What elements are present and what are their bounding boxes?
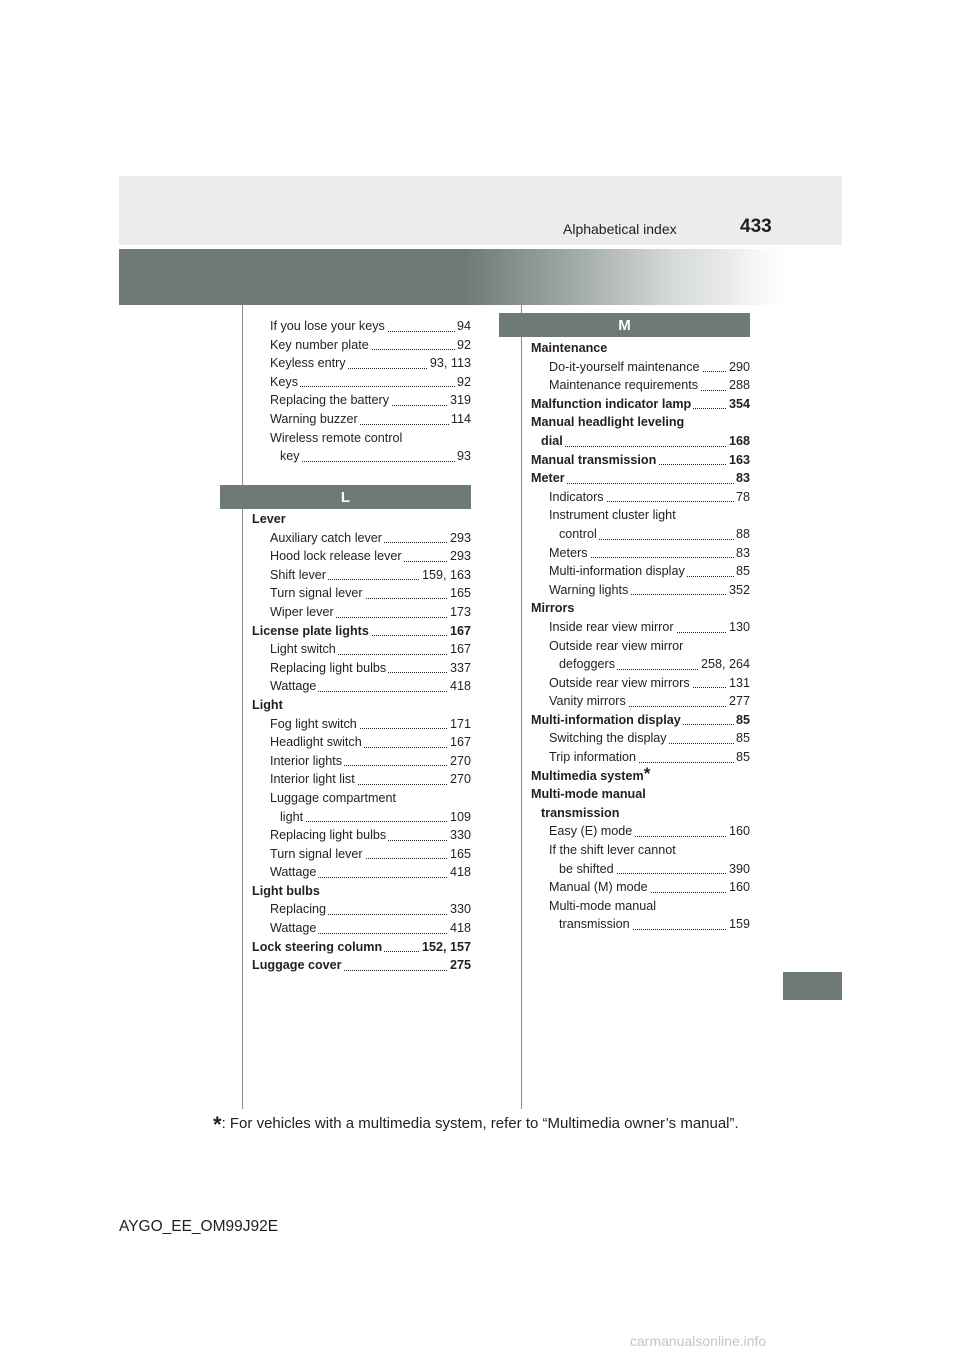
index-entry (531, 413, 750, 432)
index-term: Replacing (270, 902, 327, 917)
index-page-ref[interactable]: 165 (448, 584, 471, 603)
footnote-marker: * (213, 1112, 222, 1137)
index-page-ref[interactable]: 337 (448, 659, 471, 678)
index-term: Fog light switch (270, 716, 357, 731)
index-page-ref[interactable]: 277 (727, 692, 750, 711)
footnote-text: : For vehicles with a multimedia system, refer to “Multimedia owner’s manual”. (221, 1115, 739, 1132)
index-term: Maintenance requirements (549, 378, 699, 393)
index-entry (252, 677, 471, 696)
index-entry (252, 510, 471, 529)
index-entry (252, 938, 471, 957)
index-term: Do-it-yourself maintenance (549, 359, 700, 374)
index-term: Lock steering column (252, 939, 383, 954)
index-page-ref[interactable]: 92 (455, 373, 471, 392)
index-page-ref[interactable]: 290 (727, 358, 750, 377)
index-entry (252, 826, 471, 845)
index-entry (531, 729, 750, 748)
index-entry (531, 655, 750, 674)
index-term: Wattage (270, 679, 317, 694)
index-entry (531, 562, 750, 581)
index-term: Warning lights (549, 582, 629, 597)
index-term: Keys (270, 374, 298, 389)
index-page-ref[interactable]: 167 (448, 640, 471, 659)
index-page-ref[interactable]: 159 (727, 915, 750, 934)
index-page-ref[interactable]: 354 (727, 395, 750, 414)
index-page-ref[interactable]: 114 (449, 410, 471, 429)
index-page-ref[interactable]: 92 (455, 336, 471, 355)
index-page-ref[interactable]: 160 (727, 878, 750, 897)
index-page-ref[interactable]: 330 (448, 900, 471, 919)
index-entry (252, 622, 471, 641)
index-term: Luggage compartment (270, 790, 397, 805)
index-term: control (559, 526, 597, 541)
index-entry (531, 506, 750, 525)
index-term: Easy (E) mode (549, 824, 633, 839)
index-term: Vanity mirrors (549, 694, 626, 709)
index-term: Keyless entry (270, 356, 346, 371)
index-page-ref[interactable]: 258, 264 (699, 655, 750, 674)
index-term: Manual headlight leveling (531, 415, 685, 430)
index-entry (531, 469, 750, 488)
index-page-ref[interactable]: 88 (734, 525, 750, 544)
index-term: Meters (549, 545, 588, 560)
index-term: Lever (252, 512, 286, 526)
index-entry (252, 336, 471, 355)
index-entry (531, 804, 750, 823)
index-term: Light switch (270, 642, 336, 657)
index-entry (252, 863, 471, 882)
index-term: Wireless remote control (270, 430, 403, 445)
index-page-ref[interactable]: 418 (448, 677, 471, 696)
index-entry (252, 845, 471, 864)
index-entry (531, 637, 750, 656)
index-term: Multi-information display (549, 564, 685, 579)
index-page-ref[interactable]: 270 (448, 770, 471, 789)
index-term: Interior lights (270, 753, 343, 768)
index-term: Wattage (270, 921, 317, 936)
index-page-ref[interactable]: 93 (455, 447, 471, 466)
index-page-ref[interactable]: 173 (448, 603, 471, 622)
index-entry (531, 822, 750, 841)
index-entry (531, 376, 750, 395)
left-column-top-entries (252, 317, 471, 466)
index-page-ref[interactable]: 131 (727, 674, 750, 693)
index-entry (531, 785, 750, 804)
index-term: Replacing light bulbs (270, 828, 387, 843)
index-term: Manual transmission (531, 452, 657, 467)
index-entry (252, 566, 471, 585)
index-entry (252, 770, 471, 789)
index-entry (531, 488, 750, 507)
index-term: light (280, 809, 304, 824)
index-page-ref[interactable]: 130 (727, 618, 750, 637)
watermark: carmanualsonline.info (630, 1333, 767, 1349)
index-entry (252, 584, 471, 603)
index-page-ref[interactable]: 293 (448, 529, 471, 548)
index-entry (252, 715, 471, 734)
index-term: Turn signal lever (270, 586, 363, 601)
header-gradient-band (119, 249, 783, 305)
index-page-ref[interactable]: 418 (448, 863, 471, 882)
section-title: Alphabetical index (563, 221, 677, 237)
index-entry (252, 752, 471, 771)
index-term: Multi-mode manual (549, 898, 657, 913)
index-term: Meter (531, 471, 565, 486)
page-number: 433 (740, 216, 772, 237)
index-term: Interior light list (270, 772, 355, 787)
footnote (213, 1112, 739, 1138)
index-entry (252, 808, 471, 827)
index-entry (252, 659, 471, 678)
index-entry (252, 317, 471, 336)
index-term: If you lose your keys (270, 319, 385, 333)
index-term: Multi-mode manual (531, 787, 646, 802)
index-term: Wattage (270, 865, 317, 880)
index-term: Manual (M) mode (549, 880, 648, 895)
index-page-ref[interactable]: 85 (734, 748, 750, 767)
index-term: transmission (559, 917, 630, 932)
index-term: Mirrors (531, 601, 575, 616)
index-entry (252, 547, 471, 566)
index-page-ref[interactable]: 159, 163 (420, 566, 471, 585)
index-term: Replacing the battery (270, 393, 390, 408)
index-term: Inside rear view mirror (549, 619, 674, 634)
index-page-ref[interactable]: 85 (734, 729, 750, 748)
header-bar (119, 176, 842, 245)
dot-leader (280, 821, 471, 822)
index-page-ref[interactable]: 171 (448, 715, 471, 734)
left-column-divider (242, 305, 243, 1109)
index-term: If the shift lever cannot (549, 843, 676, 858)
index-entry (531, 711, 750, 730)
index-term: dial (541, 433, 563, 448)
index-entry (252, 373, 471, 392)
index-page-ref[interactable]: 152, 157 (420, 938, 471, 957)
index-term: key (280, 449, 300, 464)
index-term: Trip information (549, 750, 637, 765)
index-term: be shifted (559, 861, 614, 876)
index-page-ref[interactable]: 293 (448, 547, 471, 566)
right-column-divider (521, 305, 522, 1109)
index-entry (531, 618, 750, 637)
index-entry (531, 878, 750, 897)
index-page-ref[interactable]: 319 (448, 391, 471, 410)
index-term: Auxiliary catch lever (270, 530, 382, 545)
dot-leader (541, 446, 750, 447)
index-page-ref[interactable]: 167 (448, 733, 471, 752)
right-column-entries (531, 339, 750, 934)
index-entry (531, 692, 750, 711)
index-entry (531, 395, 750, 414)
index-page-ref[interactable]: 352 (727, 581, 750, 600)
index-page-ref[interactable]: 94 (455, 317, 471, 336)
index-entry (252, 919, 471, 938)
index-entry (531, 358, 750, 377)
index-entry (252, 354, 471, 373)
index-entry (531, 897, 750, 916)
index-term: Instrument cluster light (549, 508, 676, 523)
index-term: Light bulbs (252, 883, 320, 898)
index-term: Key number plate (270, 337, 369, 352)
index-term: transmission (541, 805, 620, 820)
index-entry (252, 603, 471, 622)
index-term: Malfunction indicator lamp (531, 396, 692, 411)
index-term: Shift lever (270, 567, 326, 582)
index-term: Wiper lever (270, 604, 334, 619)
index-entry (252, 956, 471, 975)
index-term: Light (252, 697, 283, 712)
index-entry (531, 860, 750, 879)
index-term: defoggers (559, 657, 616, 672)
index-entry (252, 882, 471, 901)
index-term: Outside rear view mirror (549, 638, 684, 653)
dot-leader (270, 386, 471, 387)
index-page-ref[interactable]: 85 (734, 562, 750, 581)
document-id: AYGO_EE_OM99J92E (119, 1218, 279, 1235)
index-entry (531, 915, 750, 934)
index-entry (531, 544, 750, 563)
index-page-ref[interactable]: 418 (448, 919, 471, 938)
thumb-index-tab[interactable] (783, 972, 842, 1000)
index-page-ref[interactable]: 85 (734, 711, 750, 730)
index-entry (252, 640, 471, 659)
index-term: Turn signal lever (270, 846, 363, 861)
letter-heading-l: L (220, 485, 471, 509)
dot-leader (280, 461, 471, 462)
index-entry (252, 391, 471, 410)
index-page-ref[interactable]: 288 (727, 376, 750, 395)
index-term: Indicators (549, 489, 604, 504)
index-page-ref[interactable]: 270 (448, 752, 471, 771)
index-page-ref[interactable]: 83 (734, 469, 750, 488)
index-entry (252, 410, 471, 429)
index-entry (531, 674, 750, 693)
index-entry (531, 763, 750, 786)
letter-heading-m: M (499, 313, 750, 337)
index-entry (531, 581, 750, 600)
index-page-ref[interactable]: 78 (734, 488, 750, 507)
index-page-ref[interactable]: 165 (448, 845, 471, 864)
index-entry (252, 733, 471, 752)
index-term: Maintenance (531, 341, 608, 355)
index-term: Hood lock release lever (270, 549, 402, 564)
index-entry (252, 529, 471, 548)
index-term: Switching the display (549, 731, 667, 746)
index-term: Multi-information display (531, 712, 681, 727)
index-entry (252, 789, 471, 808)
index-entry (252, 447, 471, 466)
index-term: License plate lights (252, 623, 369, 638)
index-entry (252, 696, 471, 715)
index-page-ref[interactable]: 93, 113 (428, 354, 471, 373)
index-entry (531, 451, 750, 470)
footnote-marker: * (643, 763, 651, 783)
index-entry (531, 432, 750, 451)
index-entry (252, 900, 471, 919)
index-entry (531, 525, 750, 544)
index-term: Warning buzzer (270, 411, 358, 426)
index-page-ref[interactable]: 163 (727, 451, 750, 470)
index-page-ref[interactable]: 83 (734, 544, 750, 563)
index-term: Outside rear view mirrors (549, 675, 690, 690)
index-entry (531, 748, 750, 767)
index-page-ref[interactable]: 167 (448, 622, 471, 641)
index-entry (531, 841, 750, 860)
index-term: Multimedia system* (531, 763, 651, 783)
index-entry (531, 599, 750, 618)
index-page-ref[interactable]: 390 (727, 860, 750, 879)
index-page-ref[interactable]: 275 (448, 956, 471, 975)
index-term: Replacing light bulbs (270, 660, 387, 675)
index-page-ref[interactable]: 109 (448, 808, 471, 827)
index-term: Headlight switch (270, 735, 362, 750)
index-entry (531, 339, 750, 358)
index-page-ref[interactable]: 168 (727, 432, 750, 451)
index-entry (252, 429, 471, 448)
index-term: Luggage cover (252, 958, 342, 973)
left-column-entries (252, 510, 471, 975)
index-page-ref[interactable]: 160 (727, 822, 750, 841)
index-page-ref[interactable]: 330 (448, 826, 471, 845)
